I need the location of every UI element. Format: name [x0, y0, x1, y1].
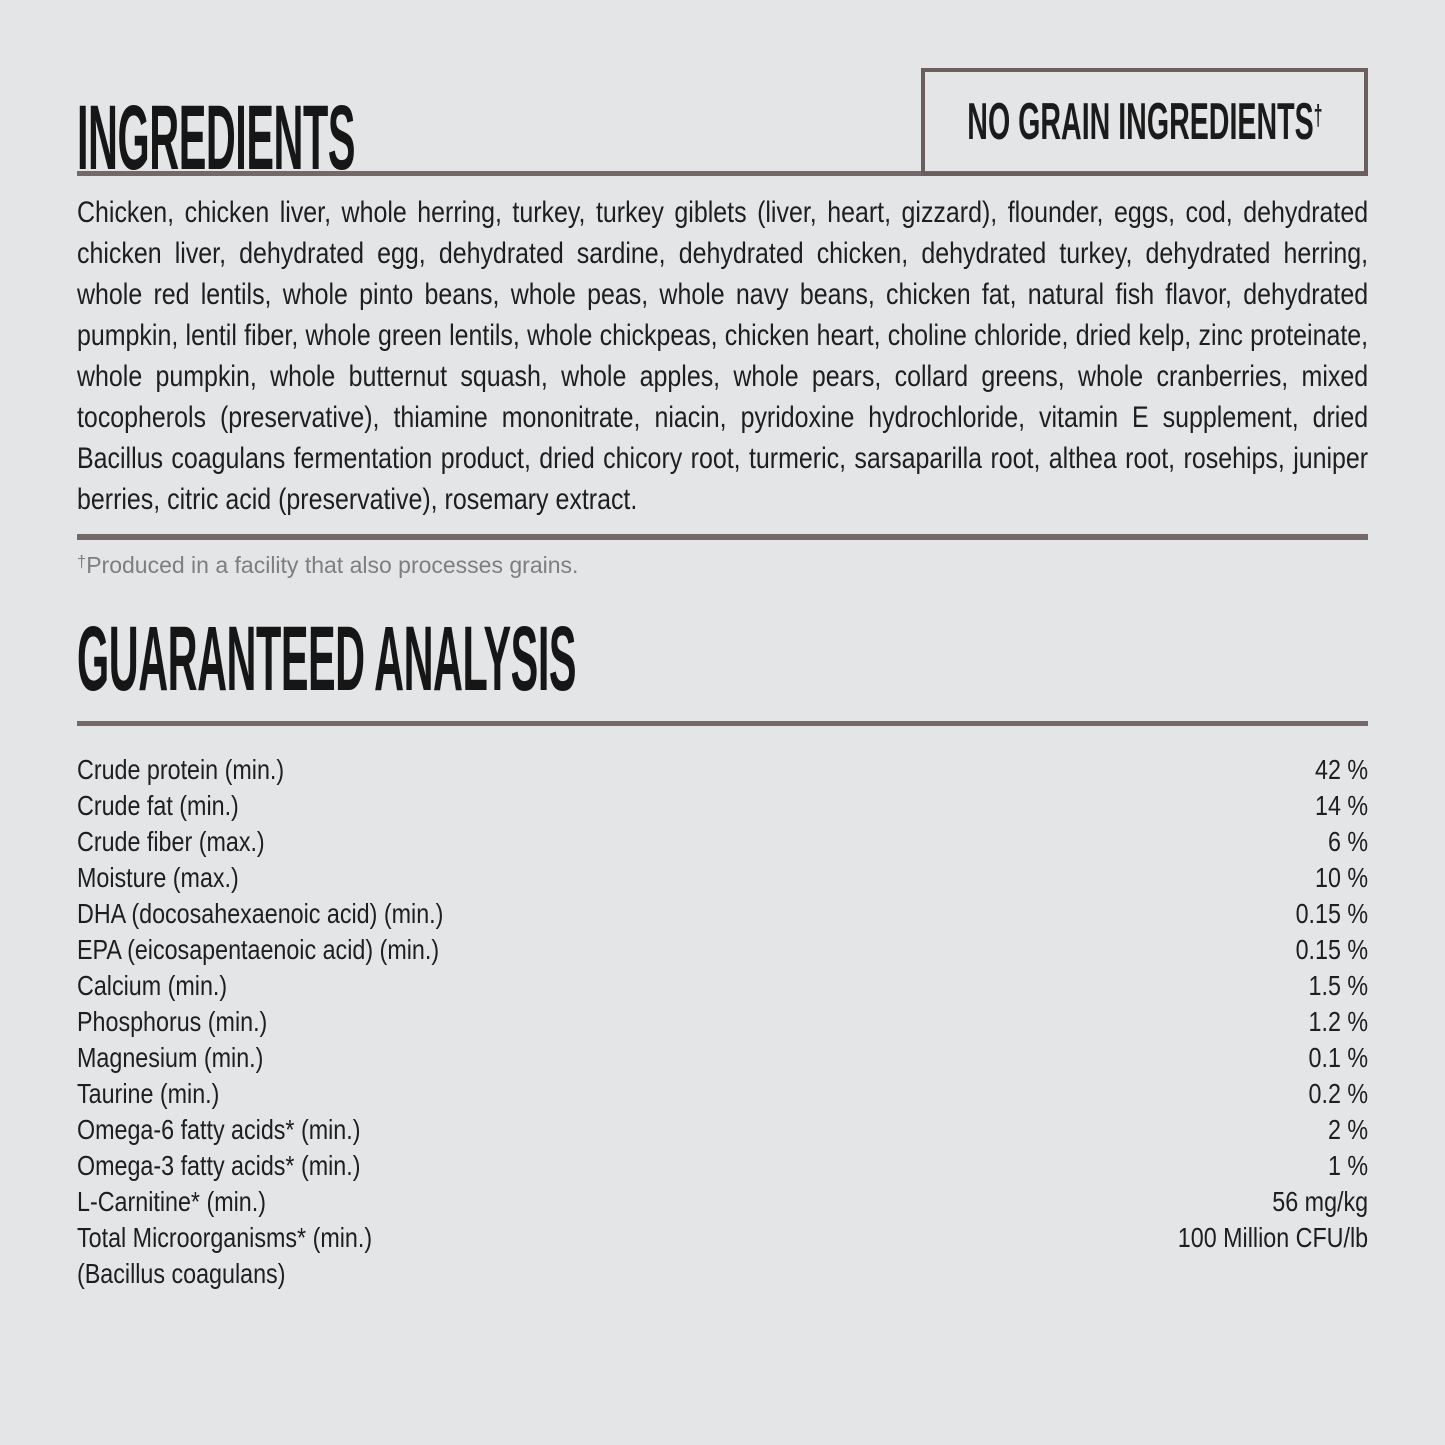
analysis-row-value: 1.5 % — [1308, 970, 1369, 1001]
analysis-row-label: Total Microorganisms* (min.) — [77, 1222, 373, 1253]
analysis-row-label: Phosphorus (min.) — [77, 1006, 268, 1037]
analysis-row-value: 56 mg/kg — [1272, 1186, 1369, 1217]
dagger-symbol: † — [1313, 100, 1323, 132]
analysis-row-label: Taurine (min.) — [77, 1078, 220, 1109]
analysis-row — [77, 1148, 1368, 1184]
analysis-row — [77, 788, 1368, 824]
analysis-row-value: 2 % — [1327, 1114, 1369, 1145]
analysis-row-value: 10 % — [1315, 862, 1369, 893]
analysis-row-value: 0.2 % — [1308, 1078, 1369, 1109]
analysis-row — [77, 896, 1368, 932]
footnote-dagger-symbol: † — [77, 552, 87, 571]
ingredients-paragraph-wrap — [77, 192, 1368, 520]
divider-under-ingredients-paragraph — [77, 534, 1368, 540]
ingredients-header — [77, 0, 1368, 189]
guaranteed-analysis-header — [77, 608, 1368, 710]
no-grain-label-text: NO GRAIN INGREDIENTS — [966, 93, 1314, 151]
footnote-text: Produced in a facility that also processes grains. — [86, 552, 579, 578]
analysis-row-value: 1 % — [1327, 1150, 1369, 1181]
analysis-row-label: L-Carnitine* (min.) — [77, 1186, 266, 1217]
analysis-row-value: 0.15 % — [1295, 934, 1369, 965]
analysis-row-label: Calcium (min.) — [77, 970, 228, 1001]
ingredients-title — [77, 68, 695, 189]
analysis-row — [77, 824, 1368, 860]
analysis-row — [77, 1220, 1368, 1256]
analysis-row — [77, 1040, 1368, 1076]
analysis-row — [77, 968, 1368, 1004]
analysis-row-value: 14 % — [1315, 790, 1369, 821]
ingredients-title-text: INGREDIENTS — [77, 87, 355, 189]
analysis-row-label: DHA (docosahexaenoic acid) (min.) — [77, 898, 444, 929]
analysis-row-label: Magnesium (min.) — [77, 1042, 264, 1073]
analysis-row-label: Omega-6 fatty acids* (min.) — [77, 1114, 361, 1145]
guaranteed-analysis-title — [77, 608, 1368, 710]
analysis-row-label: Omega-3 fatty acids* (min.) — [77, 1150, 361, 1181]
analysis-table — [77, 752, 1368, 1292]
analysis-row-label: Crude protein (min.) — [77, 754, 285, 785]
analysis-row — [77, 1076, 1368, 1112]
analysis-row — [77, 932, 1368, 968]
analysis-row — [77, 1112, 1368, 1148]
analysis-row — [77, 1184, 1368, 1220]
analysis-row-value: 6 % — [1327, 826, 1369, 857]
grain-facility-footnote — [77, 552, 1368, 579]
analysis-row-label: (Bacillus coagulans) — [77, 1258, 286, 1289]
analysis-row — [77, 1004, 1368, 1040]
analysis-row-value: 1.2 % — [1308, 1006, 1369, 1037]
analysis-row-value: 100 Million CFU/lb — [1177, 1222, 1369, 1253]
analysis-row — [77, 752, 1368, 788]
analysis-row-value: 0.1 % — [1308, 1042, 1369, 1073]
analysis-row — [77, 860, 1368, 896]
analysis-row-label: Moisture (max.) — [77, 862, 239, 893]
analysis-row-value: 42 % — [1315, 754, 1369, 785]
no-grain-label — [967, 92, 1322, 152]
analysis-row — [77, 1256, 1368, 1292]
analysis-row-label: EPA (eicosapentaenoic acid) (min.) — [77, 934, 440, 965]
divider-under-guaranteed-analysis-title — [77, 721, 1368, 726]
analysis-row-label: Crude fiber (max.) — [77, 826, 265, 857]
no-grain-callout-box — [921, 68, 1368, 176]
guaranteed-analysis-title-text: GUARANTEED ANALYSIS — [77, 608, 577, 710]
analysis-row-label: Crude fat (min.) — [77, 790, 239, 821]
ingredients-paragraph: Chicken, chicken liver, whole herring, turkey, turkey giblets (liver, heart, gizzard), flounder, eggs, cod, dehydrated chicken liver, dehydrated egg, dehydrated sardine, dehydrated chicken, dehydrated turkey, dehydrated herring, whole red lentils, whole pinto beans, whole peas, whole navy beans, chicken fat, natural fish flavor, dehydrated pumpkin, lentil fiber, whole green lentils, whole chickpeas, chicken heart, choline chloride, dried kelp, zinc proteinate, whole pumpkin, whole butternut squash, whole apples, whole pears, collard greens, whole cranberries, mixed tocopherols (preservative), thiamine mononitrate, niacin, pyridoxine hydrochloride, vitamin E supplement, dried Bacillus coagulans fermentation product, dried chicory root, turmeric, sarsaparilla root, althea root, rosehips, juniper berries, citric acid (preservative), rosemary extract. — [77, 196, 1369, 516]
analysis-row-value: 0.15 % — [1295, 898, 1369, 929]
analysis-table-wrap — [77, 752, 1368, 1292]
